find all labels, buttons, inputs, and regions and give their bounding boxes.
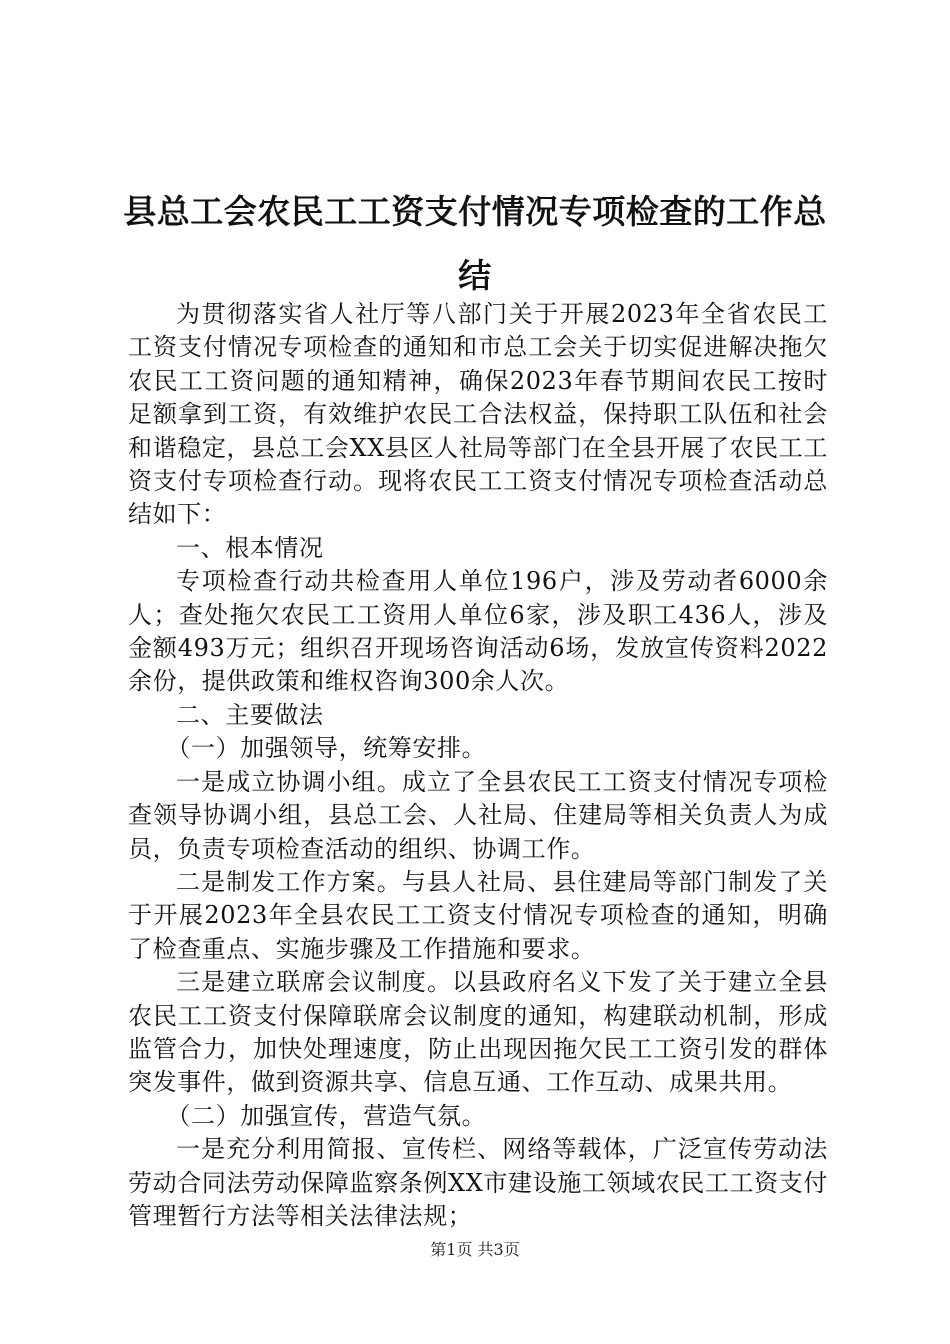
page-number-footer: 第1页 共3页 xyxy=(430,1240,520,1259)
subsection-heading-leadership: （一）加强领导，统筹安排。 xyxy=(166,734,487,763)
document-title: 县总工会农民工工资支付情况专项检查的工作总结 xyxy=(123,192,827,295)
section-heading-main-practices: 二、主要做法 xyxy=(176,700,324,729)
basic-situation-paragraph: 专项检查行动共检查用人单位196户，涉及劳动者6000余人；查处拖欠农民工工资用人单位6家，涉及职工436人，涉及金额493万元；组织召开现场咨询活动6场，发放宣传资料2022余份，提供政策和维权咨询300余人次。 xyxy=(128,567,828,696)
intro-paragraph: 为贯彻落实省人社厅等八部门关于开展2023年全省农民工工资支付情况专项检查的通知和市总工会关于切实促进解决拖欠农民工工资问题的通知精神，确保2023年春节期间农民工按时足额拿到工资，有效维护农民工合法权益，保持职工队伍和社会和谐稳定，县总工会XX县区人社局等部门在全县开展了农民工工资支付专项检查行动。现将农民工工资支付情况专项检查活动总结如下： xyxy=(128,300,828,529)
section-heading-basic-situation: 一、根本情况 xyxy=(176,533,324,562)
document-body xyxy=(128,298,828,1233)
paragraph-publicity-channels: 一是充分利用简报、宣传栏、网络等载体，广泛宣传劳动法劳动合同法劳动保障监察条例XX市建设施工领域农民工工资支付管理暂行方法等相关法律法规； xyxy=(128,1135,828,1230)
paragraph-coordination-group: 一是成立协调小组。成立了全县农民工工资支付情况专项检查领导协调小组，县总工会、人社局、住建局等相关负责人为成员，负责专项检查活动的组织、协调工作。 xyxy=(128,767,828,863)
paragraph-work-plan: 二是制发工作方案。与县人社局、县住建局等部门制发了关于开展2023年全县农民工工资支付情况专项检查的通知，明确了检查重点、实施步骤及工作措施和要求。 xyxy=(128,867,828,963)
paragraph-joint-meeting: 三是建立联席会议制度。以县政府名义下发了关于建立全县农民工工资支付保障联席会议制度的通知，构建联动机制，形成监管合力，加快处理速度，防止出现因拖欠民工工资引发的群体突发事件，做到资源共享、信息互通、工作互动、成果共用。 xyxy=(128,968,828,1097)
subsection-heading-publicity: （二）加强宣传，营造气氛。 xyxy=(166,1101,487,1130)
